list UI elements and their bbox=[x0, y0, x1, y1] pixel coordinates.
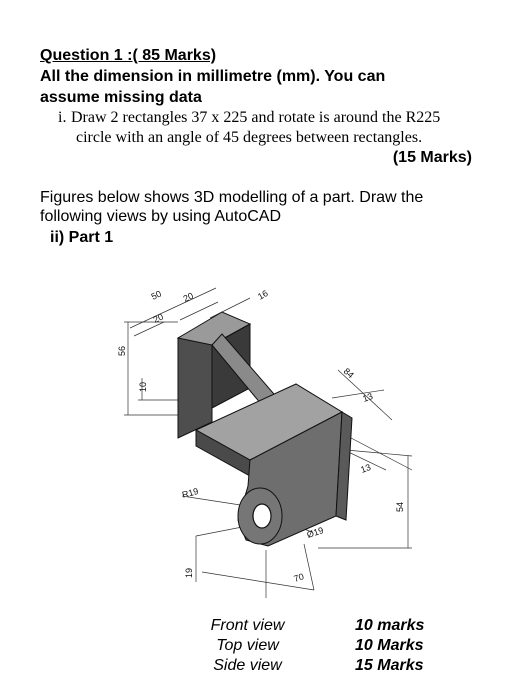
item-text-line-2: circle with an angle of 45 degrees between rectangles. bbox=[76, 129, 423, 146]
dim-label-20-upper: 20 bbox=[181, 290, 195, 304]
intro-line-1: Figures below shows 3D modelling of a part. Draw the bbox=[40, 189, 424, 206]
item-text-line-1: Draw 2 rectangles 37 x 225 and rotate is around the R225 bbox=[71, 109, 441, 126]
view-name: Front view bbox=[210, 617, 285, 634]
view-name: Top view bbox=[216, 637, 279, 654]
item-marker: i. bbox=[58, 109, 67, 126]
view-marks: 10 marks bbox=[355, 617, 425, 634]
views-marks-table bbox=[140, 616, 424, 676]
item-marks: (15 Marks) bbox=[392, 149, 472, 166]
dim-label-10: 10 bbox=[138, 381, 148, 392]
intro-line-2: following views by using AutoCAD bbox=[40, 208, 282, 225]
isometric-part-drawing bbox=[100, 250, 430, 612]
hole bbox=[253, 504, 271, 528]
dim-label-54: 54 bbox=[395, 501, 405, 512]
question-title: Question 1 :( 85 Marks) bbox=[40, 47, 217, 64]
dim-label-13-lower: 13 bbox=[359, 462, 373, 475]
dim-label-70: 70 bbox=[292, 571, 306, 584]
view-row bbox=[140, 656, 424, 676]
view-marks: 15 Marks bbox=[355, 657, 424, 674]
dim-label-84: 84 bbox=[341, 366, 356, 381]
dim-label-phi19: Ø19 bbox=[305, 525, 325, 540]
instruction-line-2: assume missing data bbox=[40, 89, 202, 106]
view-name: Side view bbox=[213, 657, 282, 674]
dim-label-56: 56 bbox=[117, 345, 127, 356]
dim-label-13-upper: 13 bbox=[361, 391, 375, 404]
dim-label-16: 16 bbox=[256, 288, 270, 302]
view-marks: 10 Marks bbox=[355, 637, 424, 654]
instruction-line-1: All the dimension in millimetre (mm). You can bbox=[40, 68, 386, 85]
part-body bbox=[178, 312, 352, 546]
part-label: ii) Part 1 bbox=[50, 229, 114, 246]
view-row bbox=[140, 616, 424, 636]
dim-label-19: 19 bbox=[184, 567, 194, 578]
dim-label-20-lower: 20 bbox=[151, 311, 165, 325]
dim-label-r19: R19 bbox=[180, 485, 200, 500]
view-row bbox=[140, 636, 424, 656]
dim-label-50: 50 bbox=[149, 288, 163, 302]
